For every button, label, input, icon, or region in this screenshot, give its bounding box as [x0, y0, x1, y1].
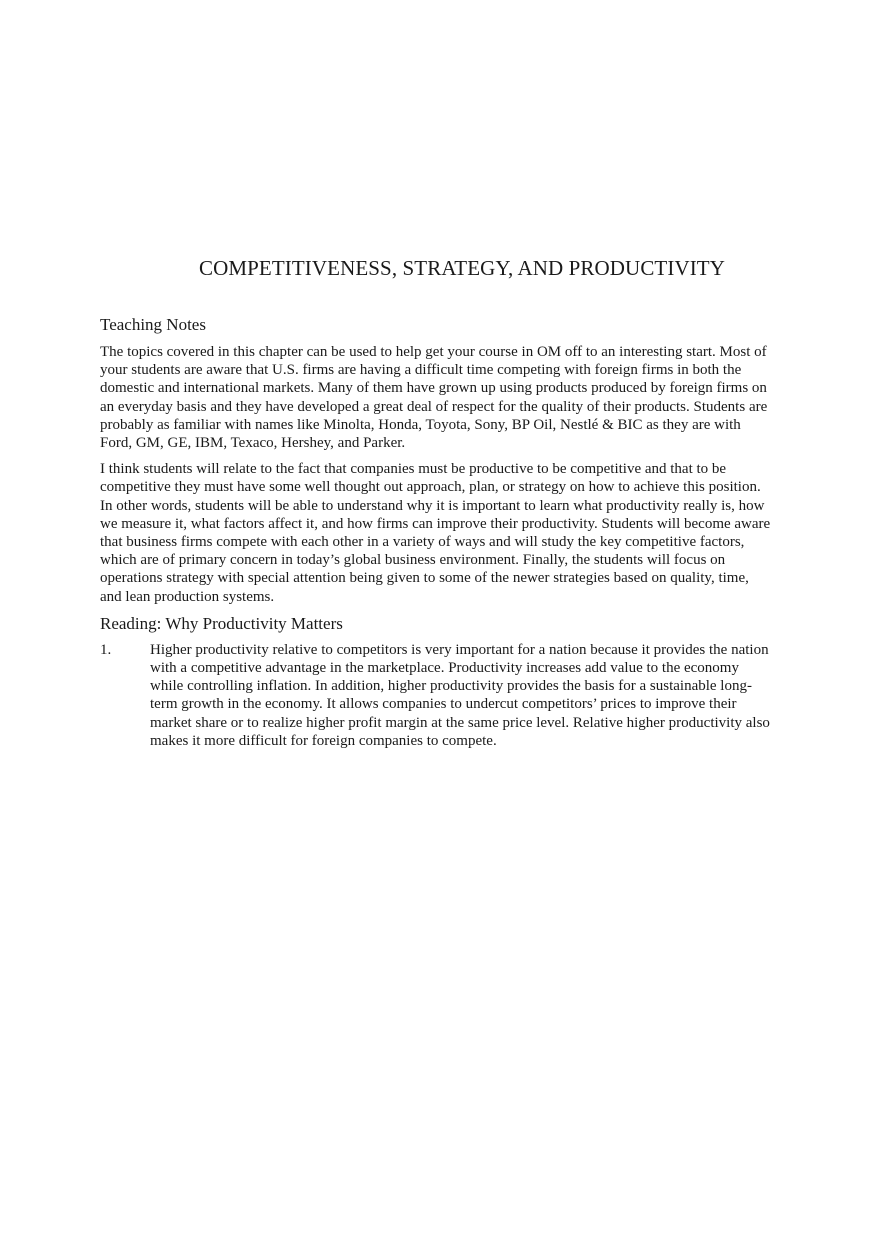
list-item-text: Higher productivity relative to competitors is very important for a nation because it provides the nation with a competitive advantage in the marketplace. Productivity increases add value to the economy while controlling inflation. In addition, higher productivity provides the basis for a sustainable long-term growth in the economy. It allows companies to undercut competitors’ prices to improve their market share or to realize higher profit margin at the same price level. Relative higher productivity also makes it more difficult for foreign companies to compete. — [150, 641, 770, 749]
numbered-list — [100, 641, 772, 750]
page-title: COMPETITIVENESS, STRATEGY, AND PRODUCTIVITY — [198, 256, 726, 280]
list-item-number: 1. — [100, 641, 112, 658]
document-body — [100, 315, 772, 750]
list-item — [100, 641, 772, 750]
paragraph: I think students will relate to the fact that companies must be productive to be competitive and that to be competitive they must have some well thought out approach, plan, or strategy on how to achieve this position. In other words, students will be able to understand why it is important to learn what productivity really is, how we measure it, what factors affect it, and how firms can improve their productivity. Students will become aware that business firms compete with each other in a variety of ways and will study the key competitive factors, which are of primary concern in today’s global business environment. Finally, the students will focus on operations strategy with special attention being given to some of the newer strategies based on quality, time, and lean production systems. — [100, 461, 771, 605]
paragraph: The topics covered in this chapter can be used to help get your course in OM off to an interesting start. Most of your students are aware that U.S. firms are having a difficult time competing with foreign firms in both the domestic and international markets. Many of them have grown up using products produced by foreign firms on an everyday basis and they have developed a great deal of respect for the quality of their products. Students are probably as familiar with names like Minolta, Honda, Toyota, Sony, BP Oil, Nestlé & BIC as they are with Ford, GM, GE, IBM, Texaco, Hershey, and Parker. — [100, 344, 768, 452]
section-heading-reading: Reading: Why Productivity Matters — [100, 613, 343, 633]
section-heading-teaching-notes: Teaching Notes — [100, 315, 206, 334]
